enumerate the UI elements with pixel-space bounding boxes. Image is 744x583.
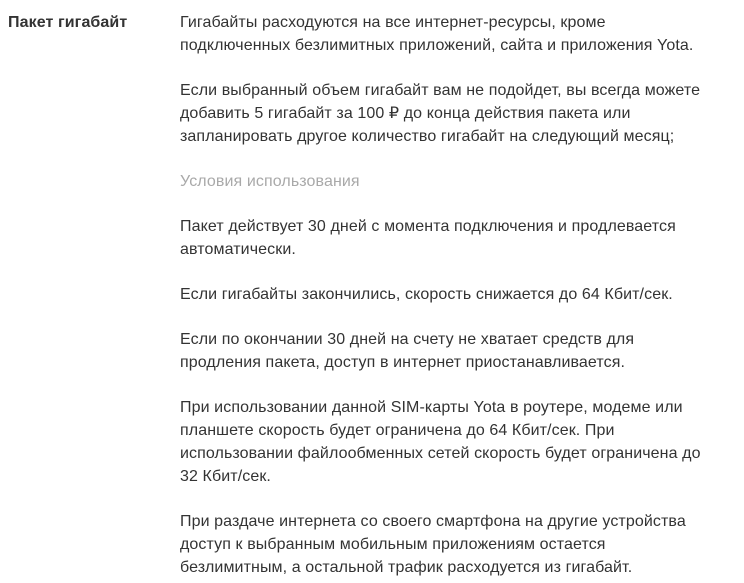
paragraph-speed-reduction: Если гигабайты закончились, скорость снижается до 64 Кбит/сек. (180, 286, 673, 303)
subheading-terms-of-use: Условия использования (180, 173, 360, 190)
paragraph-add-gigabytes: Если выбранный объем гигабайт вам не подойдет, вы всегда можете добавить 5 гигабайт за 100 ₽ до конца действия пакета или запланировать другое количество гигабайт на следующий месяц; (180, 82, 701, 145)
section-content-column (180, 11, 712, 583)
paragraph-insufficient-funds: Если по окончании 30 дней на счету не хватает средств для продления пакета, доступ в интернет приостанавливается. (180, 331, 635, 371)
paragraph-usage-scope: Гигабайты расходуются на все интернет-ресурсы, кроме подключенных безлимитных приложений, сайта и приложения Yota. (180, 14, 694, 54)
paragraph-sim-usage-limits: При использовании данной SIM-карты Yota в роутере, модеме или планшете скорость будет ограничена до 64 Кбит/сек. При использовании файлообменных сетей скорость будет ограничена до 32 Кбит/сек. (180, 399, 701, 485)
section-label-column (8, 11, 180, 34)
paragraph-package-duration: Пакет действует 30 дней с момента подключения и продлевается автоматически. (180, 218, 676, 258)
paragraph-tethering: При раздаче интернета со своего смартфона на другие устройства доступ к выбранным мобильным приложениям остается безлимитным, а остальной трафик расходуется из гигабайт. (180, 513, 686, 576)
section-title: Пакет гигабайт (8, 14, 128, 31)
